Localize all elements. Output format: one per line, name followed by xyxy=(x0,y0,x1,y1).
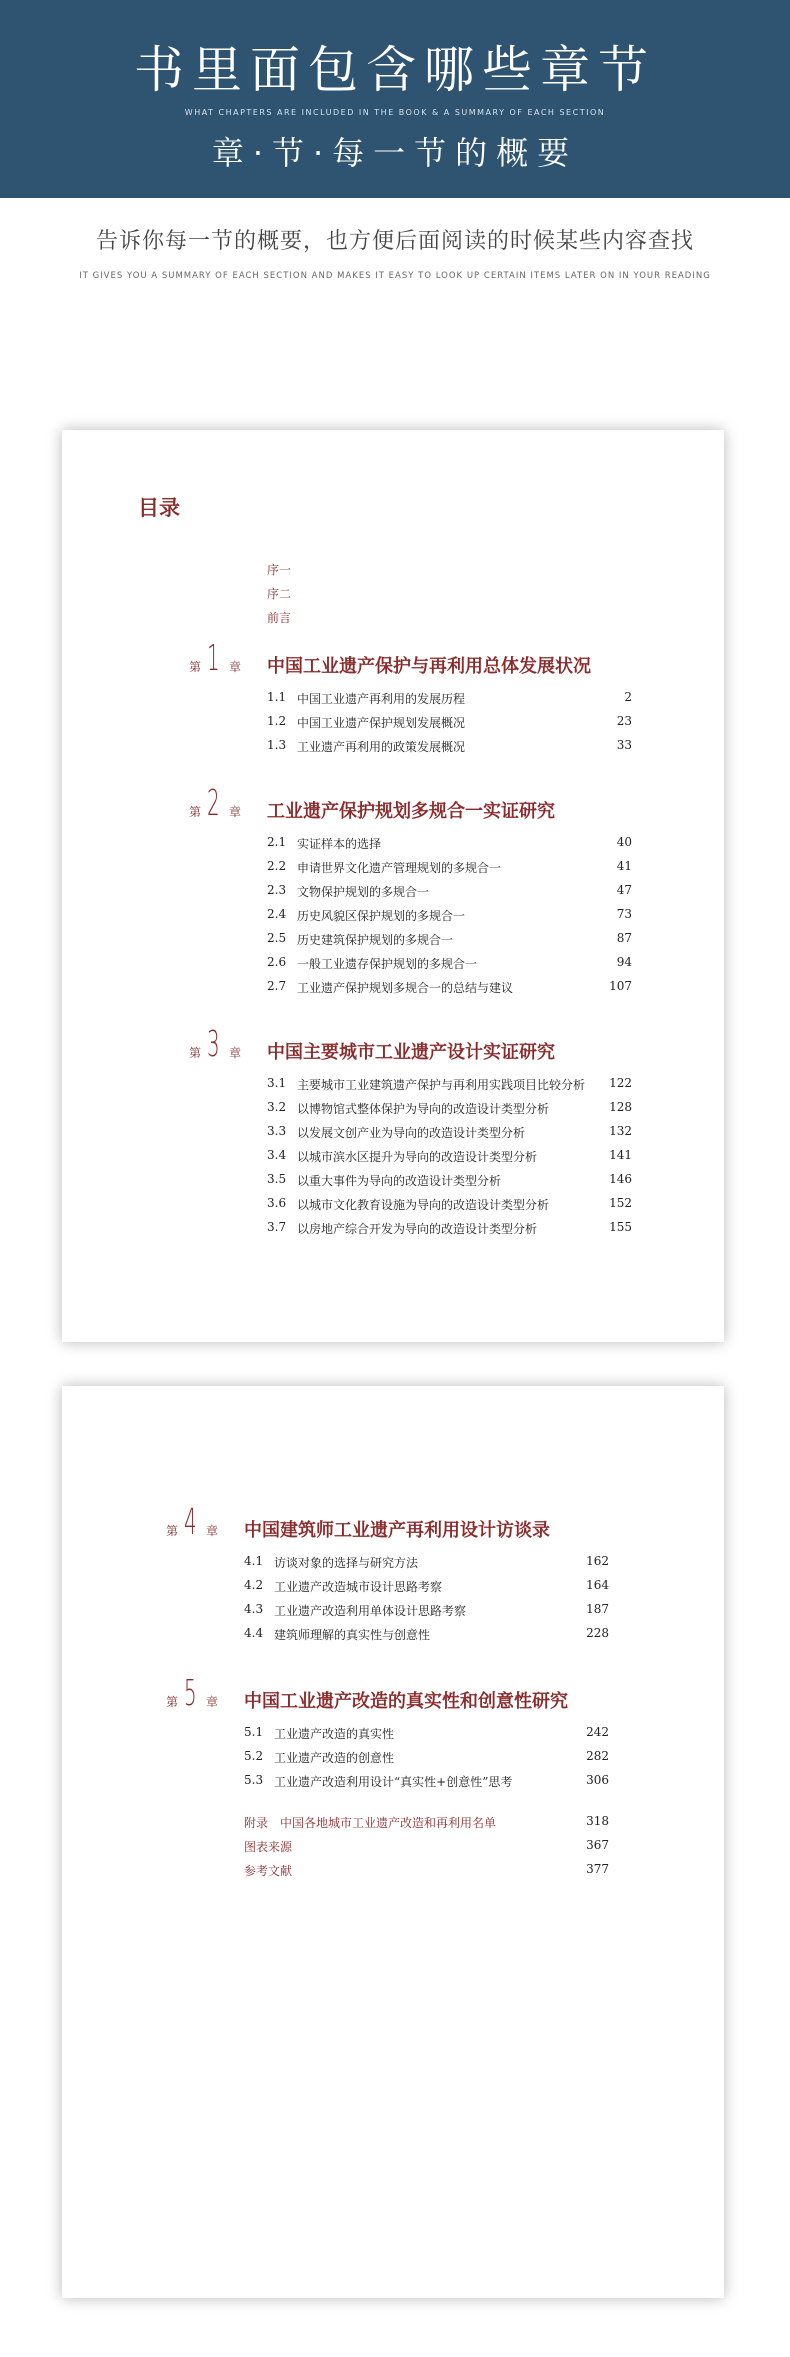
chapter-suffix: 章 xyxy=(229,660,242,674)
chapter-suffix: 章 xyxy=(206,1695,219,1709)
banner-english-caption: WHAT CHAPTERS ARE INCLUDED IN THE BOOK & A SUMMARY OF EACH SECTION xyxy=(184,108,606,117)
chapter-suffix: 章 xyxy=(206,1524,219,1538)
entry-number: 4.1 xyxy=(244,1554,264,1568)
entry-page: 306 xyxy=(586,1773,609,1787)
toc-entry[interactable] xyxy=(267,903,632,927)
chapter-number: 4 xyxy=(184,1502,197,1543)
entry-number: 3.1 xyxy=(267,1076,287,1090)
entry-number: 4.3 xyxy=(244,1602,264,1616)
entry-page: 141 xyxy=(609,1148,632,1162)
entry-title: 中国工业遗产保护规划发展概况 xyxy=(297,716,466,730)
entry-number: 2.5 xyxy=(267,931,287,945)
entry-title: 申请世界文化遗产管理规划的多规合一 xyxy=(297,861,502,875)
toc-entry[interactable] xyxy=(267,927,632,951)
entry-number: 5.3 xyxy=(244,1773,264,1787)
header-banner xyxy=(0,0,790,198)
entry-page: 94 xyxy=(616,955,632,969)
toc-entry[interactable] xyxy=(267,710,632,734)
toc-entry[interactable] xyxy=(267,686,632,710)
chapter-title: 中国工业遗产改造的真实性和创意性研究 xyxy=(244,1691,568,1712)
entry-page: 164 xyxy=(586,1578,609,1592)
entry-title: 建筑师理解的真实性与创意性 xyxy=(274,1628,431,1642)
chapter-prefix: 第 xyxy=(189,805,202,819)
entry-title: 实证样本的选择 xyxy=(297,837,382,851)
entry-title: 工业遗产改造的创意性 xyxy=(274,1751,395,1765)
entry-title: 工业遗产改造的真实性 xyxy=(274,1727,395,1741)
entry-number: 2.6 xyxy=(267,955,287,969)
entry-number: 3.5 xyxy=(267,1172,287,1186)
entry-page: 152 xyxy=(609,1196,632,1210)
entry-number: 3.4 xyxy=(267,1148,287,1162)
entry-page: 87 xyxy=(616,931,632,945)
appendix-entry[interactable] xyxy=(244,1810,609,1834)
entry-number: 4.4 xyxy=(244,1626,264,1640)
toc-page-2 xyxy=(62,1386,724,2298)
preface-item[interactable]: 序二 xyxy=(267,587,292,601)
entry-page: 242 xyxy=(586,1725,609,1739)
toc-entry[interactable] xyxy=(267,879,632,903)
toc-entry[interactable] xyxy=(244,1598,609,1622)
chapter-entries xyxy=(267,831,632,999)
chapter-number: 2 xyxy=(207,783,220,824)
chapter-number: 5 xyxy=(184,1673,197,1714)
chapter-heading[interactable] xyxy=(189,783,609,829)
toc-entry[interactable] xyxy=(267,1216,632,1240)
toc-entry[interactable] xyxy=(267,1096,632,1120)
entry-page: 23 xyxy=(616,714,632,728)
entry-number: 3.3 xyxy=(267,1124,287,1138)
entry-title: 以发展文创产业为导向的改造设计类型分析 xyxy=(297,1126,526,1140)
entry-number: 2.4 xyxy=(267,907,287,921)
toc-entry[interactable] xyxy=(267,1168,632,1192)
entry-number: 3.2 xyxy=(267,1100,287,1114)
entry-page: 128 xyxy=(609,1100,632,1114)
entry-page: 73 xyxy=(616,907,632,921)
chapter-number: 3 xyxy=(207,1024,220,1065)
chapter-title: 中国主要城市工业遗产设计实证研究 xyxy=(267,1042,555,1063)
entry-title: 附录 中国各地城市工业遗产改造和再利用名单 xyxy=(244,1816,497,1830)
entry-page: 146 xyxy=(609,1172,632,1186)
chapter-entries xyxy=(267,686,632,758)
toc-entry[interactable] xyxy=(267,1144,632,1168)
entry-title: 历史风貌区保护规划的多规合一 xyxy=(297,909,466,923)
entry-title: 以博物馆式整体保护为导向的改造设计类型分析 xyxy=(297,1102,550,1116)
entry-page: 377 xyxy=(586,1862,609,1876)
entry-page: 228 xyxy=(586,1626,609,1640)
chapter-heading[interactable] xyxy=(166,1502,586,1548)
entry-page: 107 xyxy=(609,979,632,993)
entry-title: 以城市滨水区提升为导向的改造设计类型分析 xyxy=(297,1150,538,1164)
preface-item[interactable]: 序一 xyxy=(267,563,292,577)
entry-page: 33 xyxy=(616,738,632,752)
entry-title: 以城市文化教育设施为导向的改造设计类型分析 xyxy=(297,1198,550,1212)
references-entry[interactable] xyxy=(244,1858,609,1882)
toc-entry[interactable] xyxy=(267,734,632,758)
figure-sources-entry[interactable] xyxy=(244,1834,609,1858)
chapter-title: 中国工业遗产保护与再利用总体发展状况 xyxy=(267,656,591,677)
entry-number: 3.7 xyxy=(267,1220,287,1234)
chapter-entries xyxy=(267,1072,632,1240)
entry-number: 5.1 xyxy=(244,1725,264,1739)
entry-title: 参考文献 xyxy=(244,1864,293,1878)
chapter-title: 中国建筑师工业遗产再利用设计访谈录 xyxy=(244,1520,550,1541)
entry-page: 162 xyxy=(586,1554,609,1568)
chapter-heading[interactable] xyxy=(189,1024,609,1070)
entry-title: 以房地产综合开发为导向的改造设计类型分析 xyxy=(297,1222,538,1236)
entry-title: 历史建筑保护规划的多规合一 xyxy=(297,933,454,947)
entry-number: 3.6 xyxy=(267,1196,287,1210)
chapter-number: 1 xyxy=(207,638,220,679)
entry-number: 2.3 xyxy=(267,883,287,897)
chapter-heading[interactable] xyxy=(166,1673,586,1719)
entry-title: 工业遗产再利用的政策发展概况 xyxy=(297,740,466,754)
entry-number: 1.2 xyxy=(267,714,287,728)
entry-page: 282 xyxy=(586,1749,609,1763)
chapter-prefix: 第 xyxy=(166,1524,179,1538)
entry-page: 41 xyxy=(616,859,632,873)
entry-number: 1.1 xyxy=(267,690,287,704)
toc-entry[interactable] xyxy=(267,1120,632,1144)
toc-entry[interactable] xyxy=(267,951,632,975)
chapter-suffix: 章 xyxy=(229,1046,242,1060)
chapter-heading[interactable] xyxy=(189,638,609,684)
toc-page-1 xyxy=(62,430,724,1342)
toc-entry[interactable] xyxy=(267,831,632,855)
banner-subtitle: 章·节·每一节的概要 xyxy=(211,134,579,172)
chapter-title: 工业遗产保护规划多规合一实证研究 xyxy=(267,801,555,822)
entry-page: 367 xyxy=(586,1838,609,1852)
entry-page: 132 xyxy=(609,1124,632,1138)
entry-title: 工业遗产保护规划多规合一的总结与建议 xyxy=(297,981,514,995)
entry-page: 2 xyxy=(624,690,632,704)
toc-heading: 目录 xyxy=(138,495,180,520)
toc-entry[interactable] xyxy=(244,1769,609,1793)
intro-english: IT GIVES YOU A SUMMARY OF EACH SECTION AND MAKES IT EASY TO LOOK UP CERTAIN ITEMS LATER ON IN YOUR READING xyxy=(79,271,711,281)
toc-entry[interactable] xyxy=(244,1745,609,1769)
entry-number: 2.2 xyxy=(267,859,287,873)
entry-page: 122 xyxy=(609,1076,632,1090)
entry-number: 2.7 xyxy=(267,979,287,993)
entry-number: 1.3 xyxy=(267,738,287,752)
toc-entry[interactable] xyxy=(244,1574,609,1598)
entry-number: 2.1 xyxy=(267,835,287,849)
entry-page: 155 xyxy=(609,1220,632,1234)
chapter-entries xyxy=(244,1550,609,1646)
entry-title: 文物保护规划的多规合一 xyxy=(297,885,430,899)
toc-entry[interactable] xyxy=(244,1721,609,1745)
preface-item[interactable]: 前言 xyxy=(267,611,292,625)
appendix-list xyxy=(244,1810,609,1882)
chapter-entries xyxy=(244,1721,609,1793)
entry-title: 以重大事件为导向的改造设计类型分析 xyxy=(297,1174,502,1188)
entry-title: 工业遗产改造城市设计思路考察 xyxy=(274,1580,443,1594)
toc-entry[interactable] xyxy=(244,1550,609,1574)
toc-entry[interactable] xyxy=(267,1072,632,1096)
entry-page: 318 xyxy=(586,1814,609,1828)
entry-number: 4.2 xyxy=(244,1578,264,1592)
entry-title: 工业遗产改造利用设计“真实性+创意性”思考 xyxy=(274,1775,513,1789)
banner-title: 书里面包含哪些章节 xyxy=(134,41,656,99)
entry-title: 图表来源 xyxy=(244,1840,293,1854)
toc-entry[interactable] xyxy=(267,1192,632,1216)
chapter-prefix: 第 xyxy=(189,660,202,674)
entry-page: 40 xyxy=(616,835,632,849)
entry-number: 5.2 xyxy=(244,1749,264,1763)
chapter-suffix: 章 xyxy=(229,805,242,819)
entry-title: 工业遗产改造利用单体设计思路考察 xyxy=(274,1604,467,1618)
entry-title: 中国工业遗产再利用的发展历程 xyxy=(297,692,466,706)
entry-title: 访谈对象的选择与研究方法 xyxy=(274,1556,419,1570)
chapter-prefix: 第 xyxy=(166,1695,179,1709)
toc-entry[interactable] xyxy=(267,855,632,879)
toc-entry[interactable] xyxy=(244,1622,609,1646)
entry-title: 一般工业遗存保护规划的多规合一 xyxy=(297,957,478,971)
entry-page: 47 xyxy=(616,883,632,897)
entry-title: 主要城市工业建筑遗产保护与再利用实践项目比较分析 xyxy=(297,1078,586,1092)
entry-page: 187 xyxy=(586,1602,609,1616)
toc-entry[interactable] xyxy=(267,975,632,999)
chapter-prefix: 第 xyxy=(189,1046,202,1060)
intro-text: 告诉你每一节的概要，也方便后面阅读的时候某些内容查找 xyxy=(95,229,694,254)
